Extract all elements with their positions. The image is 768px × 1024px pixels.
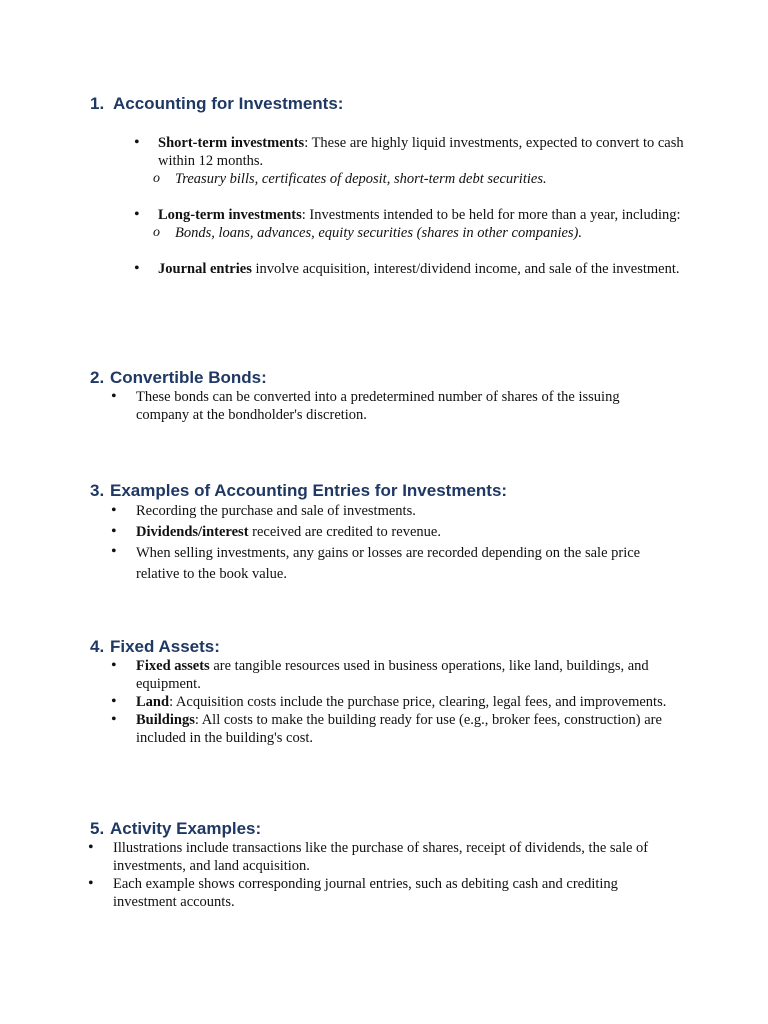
section-1-list: [134, 134, 688, 278]
bullet: •: [134, 134, 140, 151]
list-item: [111, 388, 656, 424]
section-number: 5.: [90, 819, 105, 838]
list-item: [111, 502, 676, 520]
item-text: Illustrations include transactions like the purchase of shares, receipt of dividends, the sale of investments, and land acquisition.: [113, 840, 649, 874]
list-item: [88, 875, 678, 911]
item-text: involve acquisition, interest/dividend income, and sale of the investment.: [251, 261, 680, 277]
sub-bullet: o: [153, 225, 160, 240]
section-title: Activity Examples:: [110, 819, 262, 838]
section-2-heading: [90, 368, 267, 388]
list-item: [111, 657, 676, 693]
section-3-list: [111, 502, 676, 585]
bullet: •: [134, 206, 140, 223]
bullet: •: [111, 543, 117, 560]
section-5-list: [88, 839, 678, 911]
item-text: These bonds can be converted into a predetermined number of shares of the issuing company at the bondholder's discretion.: [136, 389, 620, 423]
item-term: Long-term investments: [158, 207, 302, 223]
bullet: •: [88, 875, 94, 892]
section-title: Examples of Accounting Entries for Investments:: [110, 481, 508, 500]
sub-item-text: Bonds, loans, advances, equity securities (shares in other companies).: [175, 225, 583, 241]
item-text: : Investments intended to be held for more than a year, including:: [301, 207, 681, 223]
sub-item: [153, 224, 688, 242]
bullet: •: [111, 388, 117, 405]
list-item: [134, 134, 688, 188]
bullet: •: [88, 839, 94, 856]
section-4-list: [111, 657, 676, 747]
item-text: : All costs to make the building ready for use (e.g., broker fees, construction) are included in the building's cost.: [136, 712, 662, 746]
list-item: [134, 206, 688, 242]
item-text: received are credited to revenue.: [248, 524, 441, 540]
bullet: •: [134, 260, 140, 277]
bullet: •: [111, 693, 117, 710]
item-term: Dividends/interest: [136, 524, 249, 540]
item-term: Buildings: [136, 712, 195, 728]
section-number: 1.: [90, 94, 105, 113]
item-term: Fixed assets: [136, 658, 210, 674]
list-item: [111, 523, 676, 541]
list-item: [134, 260, 688, 278]
section-5-heading: [90, 819, 261, 839]
item-text: : Acquisition costs include the purchase price, clearing, legal fees, and improvements.: [169, 694, 667, 710]
item-text: Recording the purchase and sale of investments.: [136, 503, 416, 519]
list-item: [88, 839, 678, 875]
section-number: 2.: [90, 368, 105, 387]
list-item: [111, 711, 676, 747]
item-text: : These are highly liquid investments, expected to convert to cash within 12 months.: [158, 135, 684, 169]
sub-bullet: o: [153, 171, 160, 186]
section-1-heading: [90, 94, 343, 114]
item-text: When selling investments, any gains or losses are recorded depending on the sale price relative to the book value.: [136, 545, 641, 582]
list-item: [111, 543, 676, 585]
item-text: Each example shows corresponding journal entries, such as debiting cash and crediting investment accounts.: [113, 876, 618, 910]
section-2-list: [111, 388, 656, 424]
section-number: 3.: [90, 481, 105, 500]
item-term: Land: [136, 694, 170, 710]
section-3-heading: [90, 481, 507, 501]
sub-item-text: Treasury bills, certificates of deposit, short-term debt securities.: [175, 171, 547, 187]
bullet: •: [111, 657, 117, 674]
section-number: 4.: [90, 637, 105, 656]
item-term: Short-term investments: [158, 135, 305, 151]
list-item: [111, 693, 676, 711]
bullet: •: [111, 711, 117, 728]
section-title: Fixed Assets:: [110, 637, 220, 656]
item-text: are tangible resources used in business operations, like land, buildings, and equipment.: [136, 658, 649, 692]
section-4-heading: [90, 637, 220, 657]
bullet: •: [111, 502, 117, 519]
item-term: Journal entries: [158, 261, 252, 277]
section-title: Convertible Bonds:: [110, 368, 267, 387]
section-title: Accounting for Investments:: [113, 94, 344, 113]
sub-item: [153, 170, 688, 188]
bullet: •: [111, 523, 117, 540]
